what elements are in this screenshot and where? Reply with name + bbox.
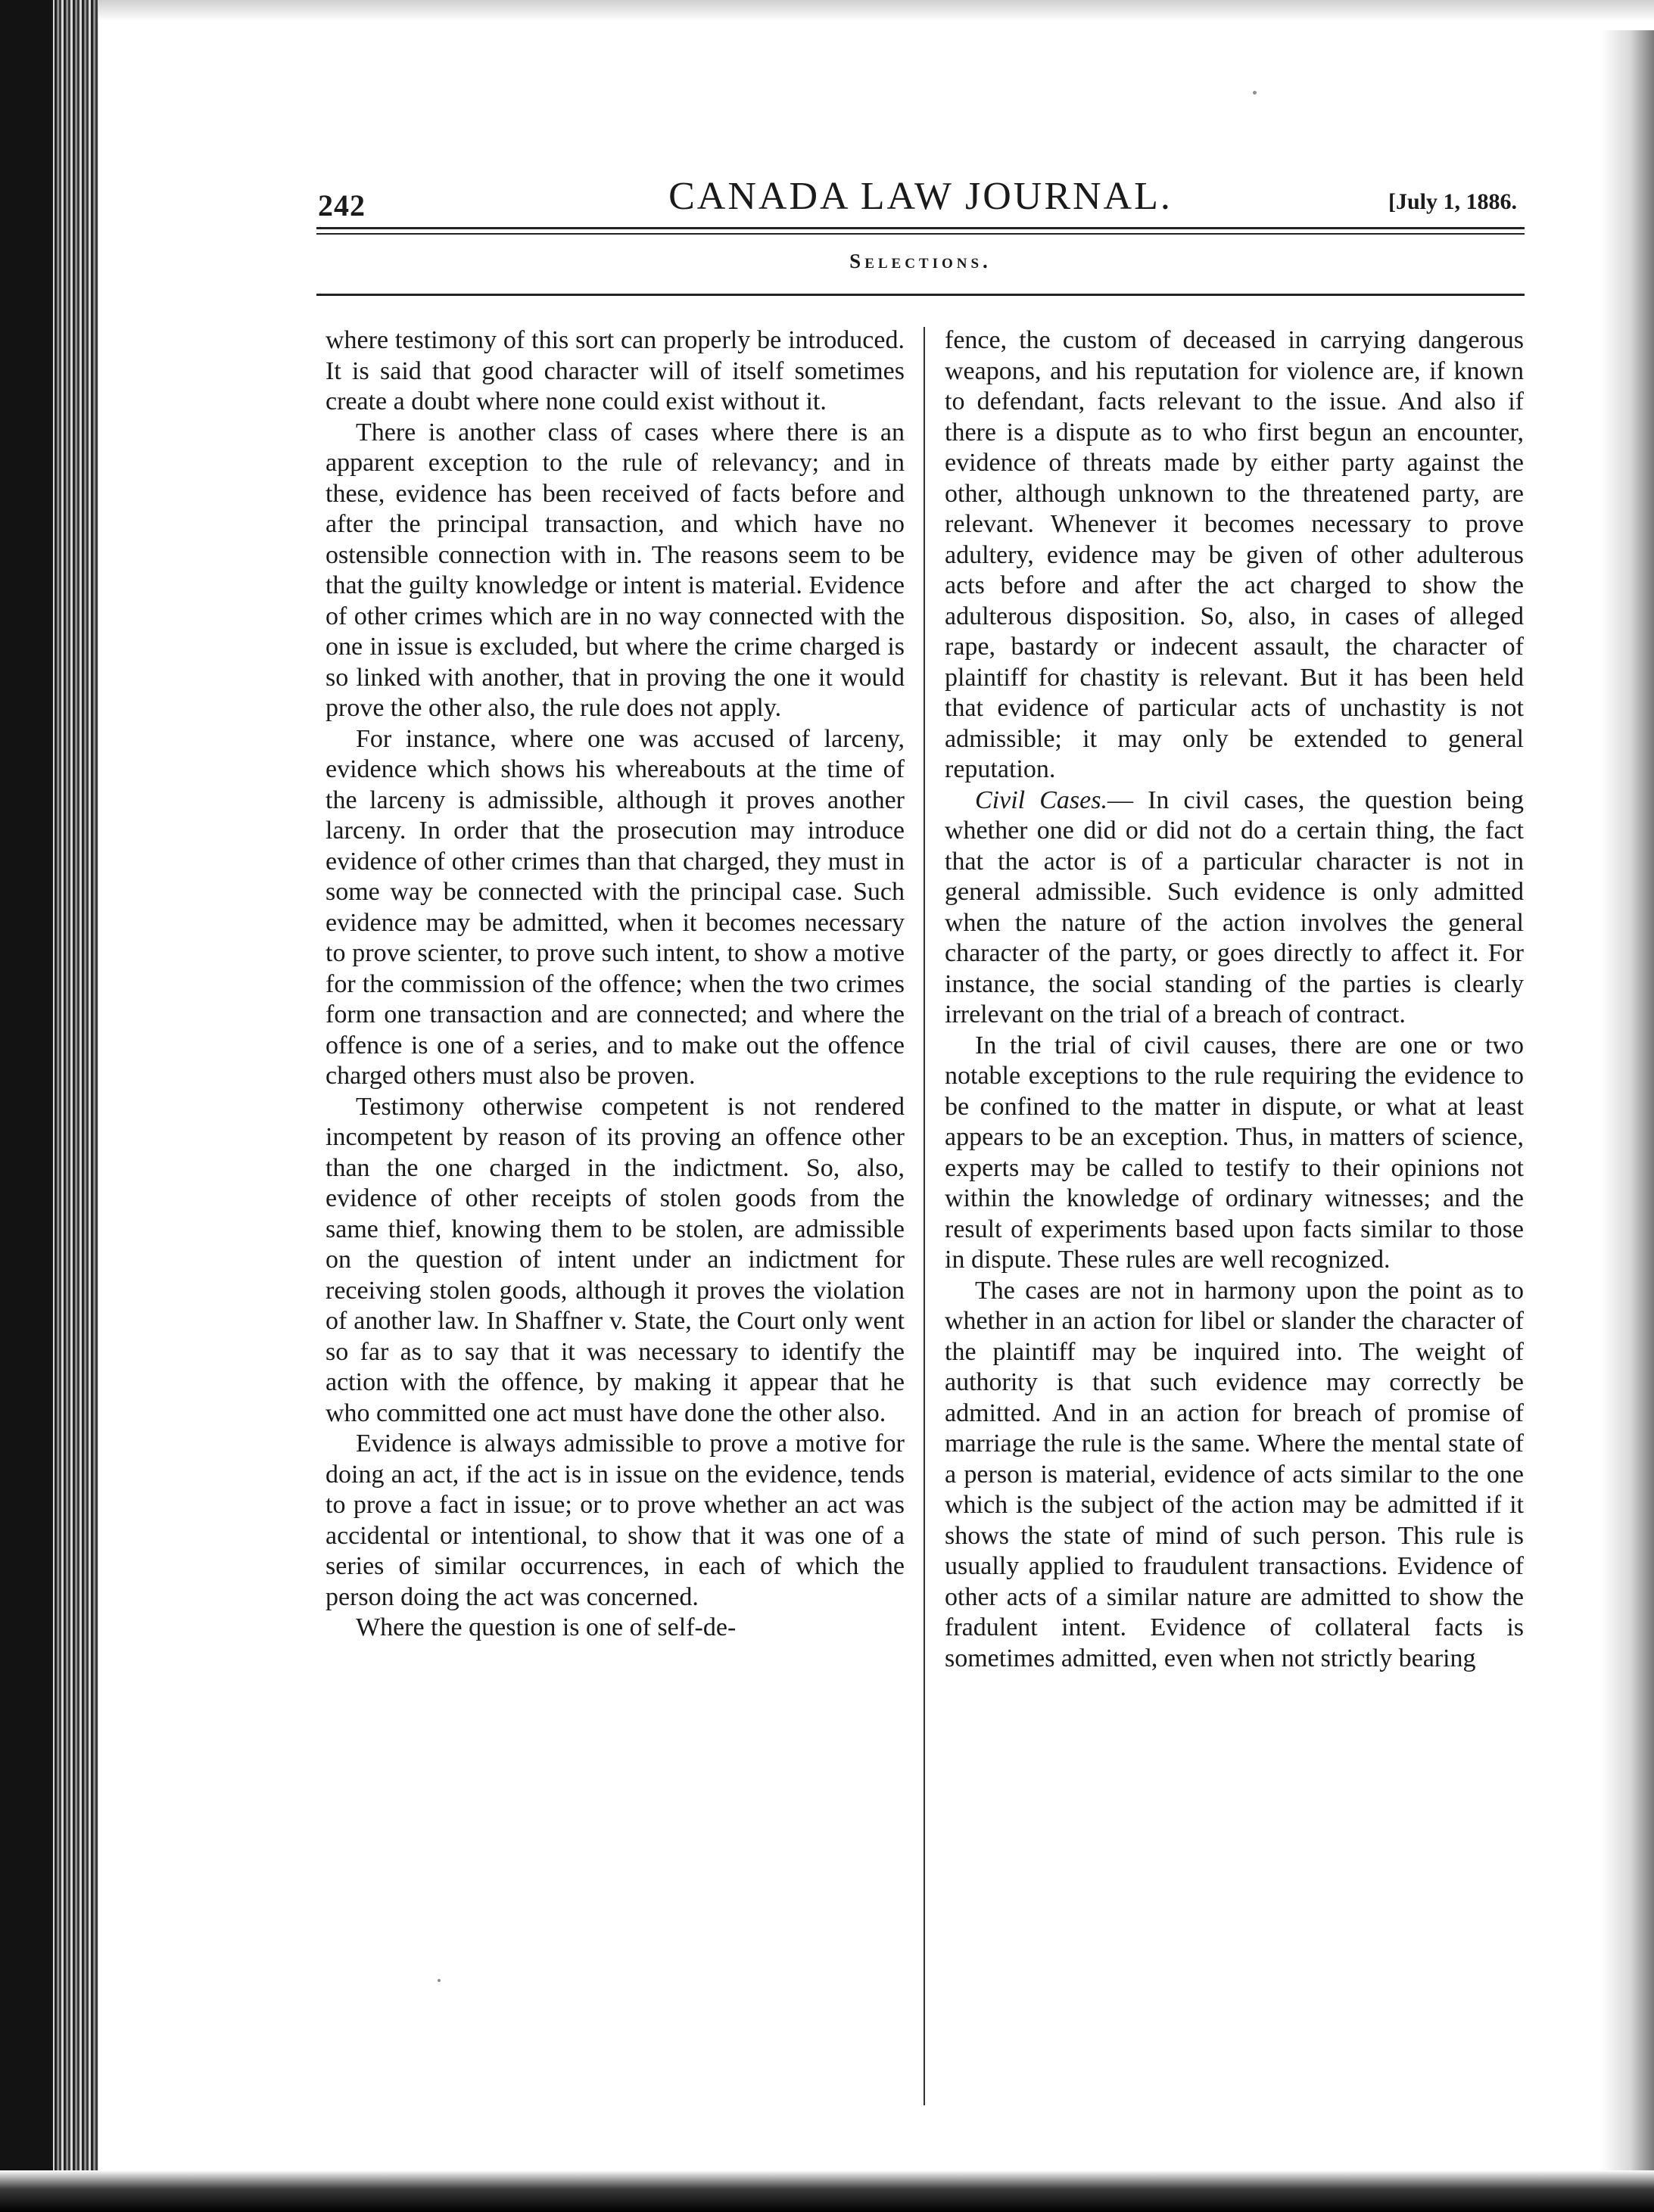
section-title: Selections. [849, 250, 992, 272]
paragraph [326, 1092, 905, 1430]
paragraph-text: where testimony of this sort can properly be introduced. It is said that good character will of itself sometimes create a doubt where none could exist without it. [326, 326, 905, 415]
left-column [326, 325, 905, 1644]
paragraph [945, 1031, 1524, 1276]
paragraph [945, 325, 1524, 786]
paragraph [326, 1429, 905, 1613]
scan-edge-bottom [0, 2170, 1654, 2212]
issue-date: [July 1, 1886. [1388, 189, 1517, 214]
paragraph [326, 418, 905, 724]
ink-speck [1253, 91, 1257, 95]
page-number: 242 [318, 188, 366, 222]
scan-edge-right [1601, 30, 1654, 2179]
journal-title: CANADA LAW JOURNAL. [668, 175, 1173, 218]
paragraph-text: There is another class of cases where there is an apparent exception to the rule of relevancy; and in these, evidence has been received of facts before and after the principal transaction, and which have no ostensible connection with in. The reasons seem to be that the guilty knowledge or intent is material. Evidence of other crimes which are in no way connected with the one in issue is excluded, but where the crime charged is so linked with another, that in proving the one it would prove the other also, the rule does not apply. [326, 418, 905, 722]
paragraph [945, 786, 1524, 1031]
paragraph [945, 1276, 1524, 1675]
scan-edge-top [98, 0, 1654, 21]
running-header [316, 171, 1525, 232]
right-column [945, 325, 1524, 1674]
header-double-rule [316, 227, 1525, 235]
paragraph-text: For instance, where one was accused of larceny, evidence which shows his whereabouts at the time of the larceny is admissible, although it proves another larceny. In order that the prosecution may introduce evidence of other crimes than that charged, they must in some way be connected with the principal case. Such evidence may be admitted, when it becomes necessary to prove scienter, to prove such intent, to show a motive for the commission of the offence; when the two crimes form one transaction and are connected; and where the offence is one of a series, and to make out the offence charged others must also be proven. [326, 724, 905, 1090]
book-spine-edge [0, 0, 98, 2212]
paragraph [326, 1613, 905, 1644]
paragraph-text: In the trial of civil causes, there are one or two notable exceptions to the rule requiring the evidence to be confined to the matter in dispute, or what at least appears to be an exception. Thus, in matters of science, experts may be called to testify to their opinions not within the knowledge of ordinary witnesses; and the result of experiments based upon facts similar to those in dispute. These rules are well recognized. [945, 1031, 1524, 1274]
paragraph [326, 724, 905, 1092]
column-divider [924, 327, 925, 2105]
paragraph-text: Where the question is one of self-de- [356, 1613, 737, 1641]
section-rule [316, 294, 1525, 296]
paragraph-text: fence, the custom of deceased in carrying dangerous weapons, and his reputation for violence are, if known to defendant, facts relevant to the issue. And also if there is a dispute as to who first begun an encounter, evidence of threats made by either party against the other, although unknown to the threatened party, are relevant. Whenever it becomes necessary to prove adultery, evidence may be given of other adulterous acts before and after the act charged to show the adulterous disposition. So, also, in cases of alleged rape, bastardy or indecent assault, the character of plaintiff for chastity is relevant. But it has been held that evidence of particular acts of unchastity is not admissible; it may only be extended to general reputation. [945, 326, 1524, 783]
journal-page [316, 160, 1525, 2098]
run-in-heading: Civil Cases. [975, 786, 1107, 814]
paragraph-text: The cases are not in harmony upon the point as to whether in an action for libel or slander the character of the plaintiff may be inquired into. The weight of authority is that such evidence may correctly be admitted. And in an action for breach of promise of marriage the rule is the same. Where the mental state of a person is material, evidence of acts similar to the one which is the subject of the action may be admitted if it shows the state of mind of such person. This rule is usually applied to fraudulent transactions. Evidence of other acts of a similar nature are admitted to show the fradulent intent. Evidence of collateral facts is sometimes admitted, even when not strictly bearing [945, 1276, 1524, 1672]
paragraph-text: — In civil cases, the question being whether one did or did not do a certain thing, the fact that the actor is of a particular character is not in general admissible. Such evidence is only admitted when the nature of the action involves the general character of the party, or goes directly to affect it. For instance, the social standing of the parties is clearly irrelevant on the trial of a breach of contract. [945, 786, 1524, 1028]
paragraph [326, 325, 905, 418]
paragraph-text: Evidence is always admissible to prove a motive for doing an act, if the act is in issue on the evidence, tends to prove a fact in issue; or to prove whether an act was accidental or intentional, to show that it was one of a series of similar occurrences, in each of which the person doing the act was concerned. [326, 1430, 905, 1611]
paragraph-text: Testimony otherwise competent is not rendered incompetent by reason of its proving an offence other than the one charged in the indictment. So, also, evidence of other receipts of stolen goods from the same thief, knowing them to be stolen, are admissible on the question of intent under an indictment for receiving stolen goods, although it proves the violation of another law. In Shaffner v. State, the Court only went so far as to say that it was necessary to identify the action with the offence, by making it appear that he who committed one act must have done the other also. [326, 1092, 905, 1427]
